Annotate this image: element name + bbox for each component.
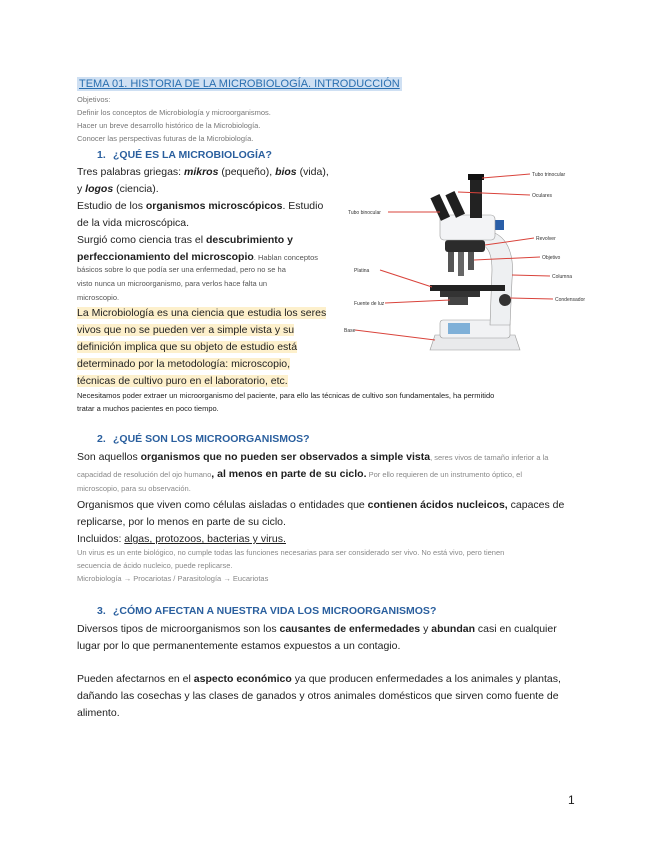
- label-platina: Platina: [354, 268, 370, 274]
- label-revolver: Revolver: [536, 236, 556, 242]
- objective-item: Definir los conceptos de Microbiología y microorganismos.: [77, 108, 271, 117]
- note-line: microscopio.: [77, 293, 120, 302]
- label-base: Base: [344, 328, 356, 334]
- page-title[interactable]: TEMA 01. HISTORIA DE LA MICROBIOLOGÍA. INTRODUCCIÓN: [79, 78, 400, 90]
- highlight-line: definición implica que su objeto de estudio está: [77, 341, 298, 353]
- paragraph-line: y logos (ciencia).: [77, 183, 159, 195]
- microscope-illustration: [340, 160, 590, 360]
- note-line: visto nunca un microorganismo, para verlos hace falta un: [77, 279, 268, 288]
- paragraph-line: Diversos tipos de microorganismos son los causantes de enfermedades y abundan casi en cualquier: [77, 623, 557, 635]
- highlight-line: técnicas de cultivo puro en el laboratorio, etc.: [77, 375, 288, 387]
- section-1-heading: [97, 149, 272, 162]
- note-line: tratar a muchos pacientes en poco tiempo.: [77, 404, 219, 413]
- paragraph-line: dañando las cosechas y las clases de ganados y otros animales domésticos que sirven como fuente de: [77, 690, 559, 702]
- label-condensador: Condensador: [555, 297, 586, 303]
- paragraph-line: Surgió como ciencia tras el descubrimiento y: [77, 234, 293, 246]
- note-line: Un virus es un ente biológico, no cumple todas las funciones necesarias para ser considerado ser vivo. No está vivo, pero tienen: [77, 548, 505, 557]
- highlight-line: determinado por la metodología: microscopio,: [77, 358, 291, 370]
- paragraph-line: perfeccionamiento del microscopio. Hablan conceptos: [77, 251, 319, 263]
- objective-item: Hacer un breve desarrollo histórico de la Microbiología.: [77, 121, 261, 130]
- label-tubo-trinocular: Tubo trinocular: [532, 172, 566, 178]
- note-line: básicos sobre lo que podía ser una enfermedad, pero no se ha: [77, 265, 286, 274]
- section-3-heading: [97, 605, 436, 618]
- label-objetivo: Objetivo: [542, 255, 561, 261]
- paragraph-line: capacidad de resolución del ojo humano, al menos en parte de su ciclo. Por ello requieren de un instrumento óptico, el: [77, 468, 522, 480]
- label-fuente-luz: Fuente de luz: [354, 301, 385, 307]
- section-title: ¿QUÉ SON LOS MICROORGANISMOS?: [113, 433, 310, 445]
- section-2-heading: [97, 433, 310, 446]
- label-columna: Columna: [552, 274, 573, 280]
- paragraph-line: lugar por lo que permanentemente estamos expuestos a un contagio.: [77, 640, 401, 652]
- paragraph-line: replicarse, por lo menos en parte de su ciclo.: [77, 516, 286, 528]
- paragraph-line: Estudio de los organismos microscópicos. Estudio: [77, 200, 324, 212]
- objectives-label: Objetivos:: [77, 95, 111, 104]
- note-line: Necesitamos poder extraer un microorganismo del paciente, para ello las técnicas de cultivo son fundamentales, ha permitido: [77, 391, 495, 400]
- paragraph-line: Son aquellos organismos que no pueden ser observados a simple vista, seres vivos de tamaño inferior a la: [77, 451, 549, 463]
- paragraph-line: Tres palabras griegas: mikros (pequeño), bios (vida),: [77, 166, 329, 178]
- page-number: 1: [568, 793, 575, 807]
- paragraph-line: alimento.: [77, 707, 120, 719]
- section-number: 2.: [97, 433, 106, 445]
- paragraph-line: Incluidos: algas, protozoos, bacterias y virus.: [77, 533, 286, 545]
- paragraph-line: Pueden afectarnos en el aspecto económico ya que producen enfermedades a los animales y plantas,: [77, 673, 561, 685]
- section-number: 3.: [97, 605, 106, 617]
- note-line: secuencia de ácido nucleico, puede replicarse.: [77, 561, 233, 570]
- paragraph-line: Organismos que viven como células aisladas o entidades que contienen ácidos nucleicos, capaces de: [77, 499, 565, 511]
- objective-item: Conocer las perspectivas futuras de la Microbiología.: [77, 134, 254, 143]
- section-number: 1.: [97, 149, 106, 161]
- label-tubo-binocular: Tubo binocular: [348, 210, 381, 216]
- highlight-line: La Microbiología es una ciencia que estudia los seres: [77, 307, 327, 319]
- label-oculares: Oculares: [532, 193, 553, 199]
- section-title: ¿QUÉ ES LA MICROBIOLOGÍA?: [113, 149, 272, 161]
- note-line: Microbiología → Procariotas / Parasitología → Eucariotas: [77, 574, 269, 583]
- paragraph-line: de la vida microscópica.: [77, 217, 190, 229]
- section-title: ¿CÓMO AFECTAN A NUESTRA VIDA LOS MICROORGANISMOS?: [113, 605, 437, 617]
- note-line: microscopio, para su observación.: [77, 484, 191, 493]
- highlight-line: vivos que no se pueden ver a simple vista y su: [77, 324, 295, 336]
